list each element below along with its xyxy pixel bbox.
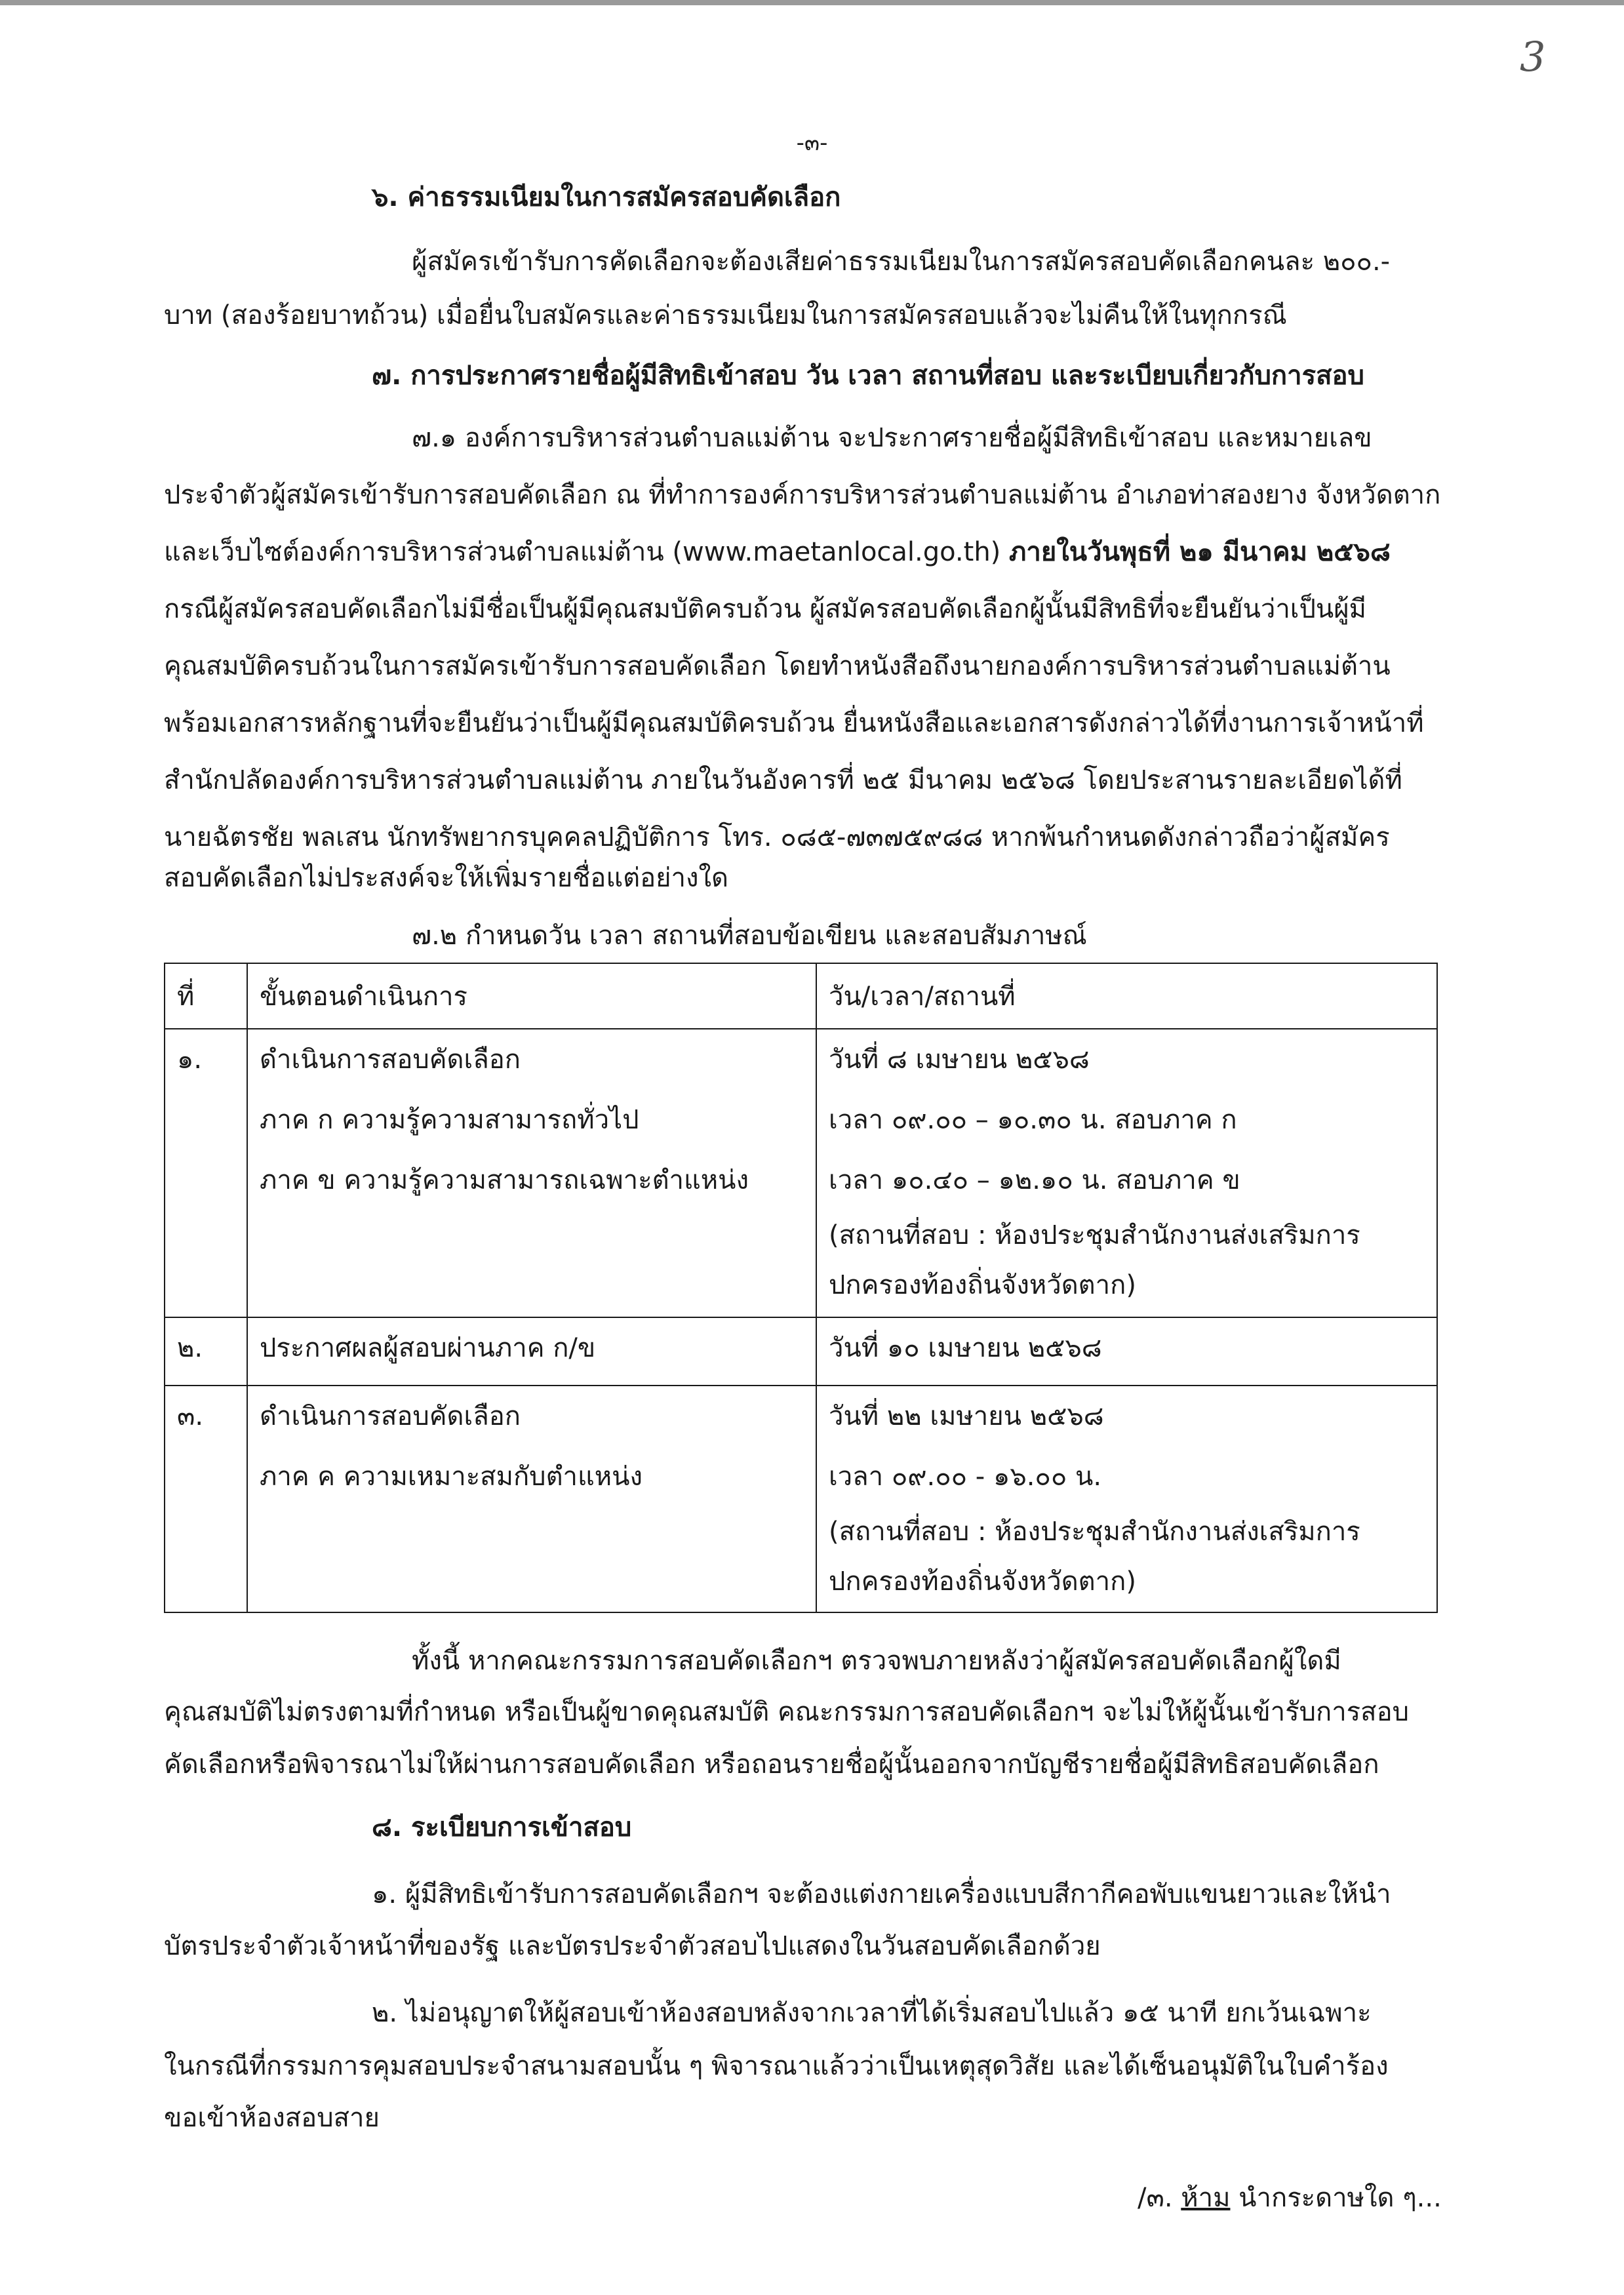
p71-line-3-text: และเว็บไซต์องค์การบริหารส่วนตำบลแม่ต้าน (www.maetanlocal.go.th)	[164, 537, 1009, 567]
continuation-suffix: นำกระดาษใด ๆ...	[1230, 2183, 1442, 2213]
row3-no: ๓.	[165, 1386, 247, 1612]
section8-heading: ๘. ระเบียบการเข้าสอบ	[372, 1812, 632, 1843]
header-step: ขั้นตอนดำเนินการ	[247, 963, 816, 1029]
row2-when: วันที่ ๑๐ เมษายน ๒๕๖๘	[816, 1317, 1437, 1386]
p71-line-8: นายฉัตรชัย พลเสน นักทรัพยากรบุคคลปฏิบัติการ โทร. ๐๘๕-๗๓๗๕๙๘๘ หากพ้นกำหนดดังกล่าวถือว่าผู้สมัคร	[164, 822, 1390, 852]
section8-item2-line-3: ขอเข้าห้องสอบสาย	[164, 2103, 380, 2133]
section8-item2-line-1: ๒. ไม่อนุญาตให้ผู้สอบเข้าห้องสอบหลังจากเวลาที่ได้เริ่มสอบไปแล้ว ๑๕ นาที ยกเว้นเฉพาะ	[372, 1998, 1372, 2028]
row3-when: วันที่ ๒๒ เมษายน ๒๕๖๘ เวลา ๐๙.๐๐ - ๑๖.๐๐ น. (สถานที่สอบ : ห้องประชุมสำนักงานส่งเสริมการ ปกครองท้องถิ่นจังหวัดตาก)	[816, 1386, 1437, 1612]
scan-top-edge	[0, 0, 1624, 5]
row3-steps: ดำเนินการสอบคัดเลือก ภาค ค ความเหมาะสมกับตำแหน่ง	[247, 1386, 816, 1612]
table-header-row	[165, 963, 1437, 1029]
section8-item1-line-1: ๑. ผู้มีสิทธิเข้ารับการสอบคัดเลือกฯ จะต้องแต่งกายเครื่องแบบสีกากีคอพับแขนยาวและให้นำ	[372, 1879, 1391, 1909]
section8-item1-line-2: บัตรประจำตัวเจ้าหน้าที่ของรัฐ และบัตรประจำตัวสอบไปแสดงในวันสอบคัดเลือกด้วย	[164, 1931, 1101, 1961]
section8-item2-line-2: ในกรณีที่กรรมการคุมสอบประจำสนามสอบนั้น ๆ พิจารณาแล้วว่าเป็นเหตุสุดวิสัย และได้เซ็นอนุมัติในใบคำร้อง	[164, 2051, 1389, 2081]
handwritten-page-number: 3	[1520, 33, 1546, 81]
p72-caption: ๗.๒ กำหนดวัน เวลา สถานที่สอบข้อเขียน และสอบสัมภาษณ์	[412, 921, 1087, 951]
row1-when: วันที่ ๘ เมษายน ๒๕๖๘ เวลา ๐๙.๐๐ – ๑๐.๓๐ น. สอบภาค ก เวลา ๑๐.๔๐ – ๑๒.๑๐ น. สอบภาค ข (สถานที่สอบ : ห้องประชุมสำนักงานส่งเสริมการ ปกครองท้องถิ่นจังหวัดตาก)	[816, 1029, 1437, 1317]
section7-heading: ๗. การประกาศรายชื่อผู้มีสิทธิเข้าสอบ วัน เวลา สถานที่สอบ และระเบียบเกี่ยวกับการสอบ	[372, 361, 1364, 391]
after-table-line-2: คุณสมบัติไม่ตรงตามที่กำหนด หรือเป็นผู้ขาดคุณสมบัติ คณะกรรมการสอบคัดเลือกฯ จะไม่ให้ผู้นั้นเข้ารับการสอบ	[164, 1697, 1409, 1727]
table-row	[165, 1386, 1437, 1612]
row2-no: ๒.	[165, 1317, 247, 1386]
table-row	[165, 1029, 1437, 1317]
p71-line-2: ประจำตัวผู้สมัครเข้ารับการสอบคัดเลือก ณ ที่ทำการองค์การบริหารส่วนตำบลแม่ต้าน อำเภอท่าสองยาง จังหวัดตาก	[164, 480, 1441, 510]
row1-steps: ดำเนินการสอบคัดเลือก ภาค ก ความรู้ความสามารถทั่วไป ภาค ข ความรู้ความสามารถเฉพาะตำแหน่ง	[247, 1029, 816, 1317]
table-row	[165, 1317, 1437, 1386]
continuation-prefix: /๓.	[1138, 2183, 1181, 2213]
header-when: วัน/เวลา/สถานที่	[816, 963, 1437, 1029]
header-no: ที่	[165, 963, 247, 1029]
p71-line-3	[164, 536, 1391, 569]
section6-line-2: บาท (สองร้อยบาทถ้วน) เมื่อยื่นใบสมัครและค่าธรรมเนียมในการสมัครสอบแล้วจะไม่คืนให้ในทุกกรณี	[164, 300, 1287, 330]
continuation-underlined: ห้าม	[1181, 2183, 1231, 2213]
section6-line-1: ผู้สมัครเข้ารับการคัดเลือกจะต้องเสียค่าธรรมเนียมในการสมัครสอบคัดเลือกคนละ ๒๐๐.-	[412, 247, 1391, 277]
section6-heading: ๖. ค่าธรรมเนียมในการสมัครสอบคัดเลือก	[372, 182, 841, 212]
p71-line-5: คุณสมบัติครบถ้วนในการสมัครเข้ารับการสอบคัดเลือก โดยทำหนังสือถึงนายกองค์การบริหารส่วนตำบลแม่ต้าน	[164, 651, 1391, 681]
continuation-note	[1138, 2182, 1442, 2214]
row2-steps: ประกาศผลผู้สอบผ่านภาค ก/ข	[247, 1317, 816, 1386]
after-table-line-3: คัดเลือกหรือพิจารณาไม่ให้ผ่านการสอบคัดเลือก หรือถอนรายชื่อผู้นั้นออกจากบัญชีรายชื่อผู้มีสิทธิสอบคัดเลือก	[164, 1749, 1379, 1780]
p71-line-1: ๗.๑ องค์การบริหารส่วนตำบลแม่ต้าน จะประกาศรายชื่อผู้มีสิทธิเข้าสอบ และหมายเลข	[412, 423, 1372, 453]
exam-schedule-table	[164, 963, 1438, 1613]
p71-deadline: ภายในวันพุธที่ ๒๑ มีนาคม ๒๕๖๘	[1008, 537, 1391, 567]
p71-line-9: สอบคัดเลือกไม่ประสงค์จะให้เพิ่มรายชื่อแต่อย่างใด	[164, 863, 729, 893]
page-number: -๓-	[796, 130, 828, 156]
row1-no: ๑.	[165, 1029, 247, 1317]
p71-line-4: กรณีผู้สมัครสอบคัดเลือกไม่มีชื่อเป็นผู้มีคุณสมบัติครบถ้วน ผู้สมัครสอบคัดเลือกผู้นั้นมีสิทธิที่จะยืนยันว่าเป็นผู้มี	[164, 594, 1367, 624]
after-table-line-1: ทั้งนี้ หากคณะกรรมการสอบคัดเลือกฯ ตรวจพบภายหลังว่าผู้สมัครสอบคัดเลือกผู้ใดมี	[412, 1646, 1341, 1676]
p71-line-7: สำนักปลัดองค์การบริหารส่วนตำบลแม่ต้าน ภายในวันอังคารที่ ๒๕ มีนาคม ๒๕๖๘ โดยประสานรายละเอียดได้ที่	[164, 765, 1402, 795]
p71-line-6: พร้อมเอกสารหลักฐานที่จะยืนยันว่าเป็นผู้มีคุณสมบัติครบถ้วน ยื่นหนังสือและเอกสารดังกล่าวได้ที่งานการเจ้าหน้าที่	[164, 708, 1424, 738]
